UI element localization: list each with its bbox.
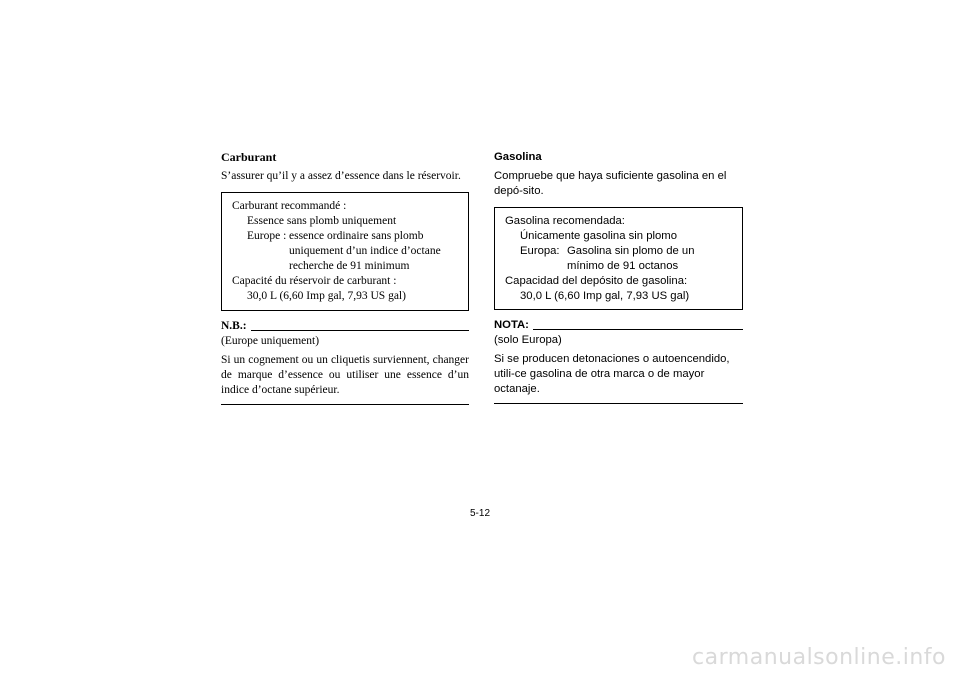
europe-label-es: Europa: — [520, 245, 560, 257]
note-rule-fr — [251, 330, 469, 331]
europe-text-fr: essence ordinaire sans plomb uniquement d’un indice d’octane recherche de 91 minimum — [289, 230, 441, 272]
unleaded-only-text-fr: Essence sans plomb uniquement — [247, 215, 397, 227]
note-rule-es — [533, 329, 743, 330]
note-header-es — [494, 318, 743, 333]
tank-capacity-label-fr: Capacité du réservoir de carburant : — [232, 275, 397, 287]
recommended-fuel-label-fr: Carburant recommandé : — [232, 200, 347, 212]
note-label-fr: N.B.: — [221, 320, 247, 332]
europe-row-fr — [232, 229, 460, 274]
note-end-rule-fr — [221, 404, 469, 405]
europe-label-fr: Europe : — [247, 230, 287, 242]
tank-capacity-value-fr: 30,0 L (6,60 Imp gal, 7,93 US gal) — [247, 290, 406, 302]
note-text-fr: Si un cognement ou un cliquetis surviennent, changer de marque d’essence ou utiliser une essence d’un indice d’octane supérieur. — [221, 354, 469, 396]
note-scope-fr: (Europe uniquement) — [221, 335, 320, 347]
tank-capacity-value-es: 30,0 L (6,60 Imp gal, 7,93 US gal) — [520, 290, 690, 302]
note-label-es: NOTA: — [494, 319, 529, 331]
unleaded-only-text-es: Únicamente gasolina sin plomo — [520, 230, 677, 242]
recommended-fuel-label-es: Gasolina recomendada: — [505, 215, 625, 227]
section-title-es: Gasolina — [494, 151, 542, 163]
note-end-rule-es — [494, 403, 743, 404]
note-header-fr — [221, 319, 469, 334]
intro-text-es: Compruebe que haya suficiente gasolina en el depó-sito. — [494, 170, 727, 197]
note-scope-es: (solo Europa) — [494, 334, 562, 346]
tank-capacity-label-es: Capacidad del depósito de gasolina: — [505, 275, 688, 287]
section-title-fr: Carburant — [221, 150, 277, 164]
french-column — [221, 150, 469, 405]
spanish-column — [494, 150, 743, 404]
fuel-spec-box-fr — [221, 192, 469, 311]
page-number: 5-12 — [469, 508, 490, 519]
europe-row-es — [505, 244, 734, 274]
watermark: carmanualsonline.info — [692, 645, 946, 670]
intro-text-fr: S’assurer qu’il y a assez d’essence dans le réservoir. — [221, 170, 461, 182]
fuel-spec-box-es — [494, 207, 743, 310]
europe-text-es: Gasolina sin plomo de un mínimo de 91 octanos — [567, 245, 695, 272]
note-text-es: Si se producen detonaciones o autoencendido, utili-ce gasolina de otra marca o de mayor octanaje. — [494, 353, 730, 395]
